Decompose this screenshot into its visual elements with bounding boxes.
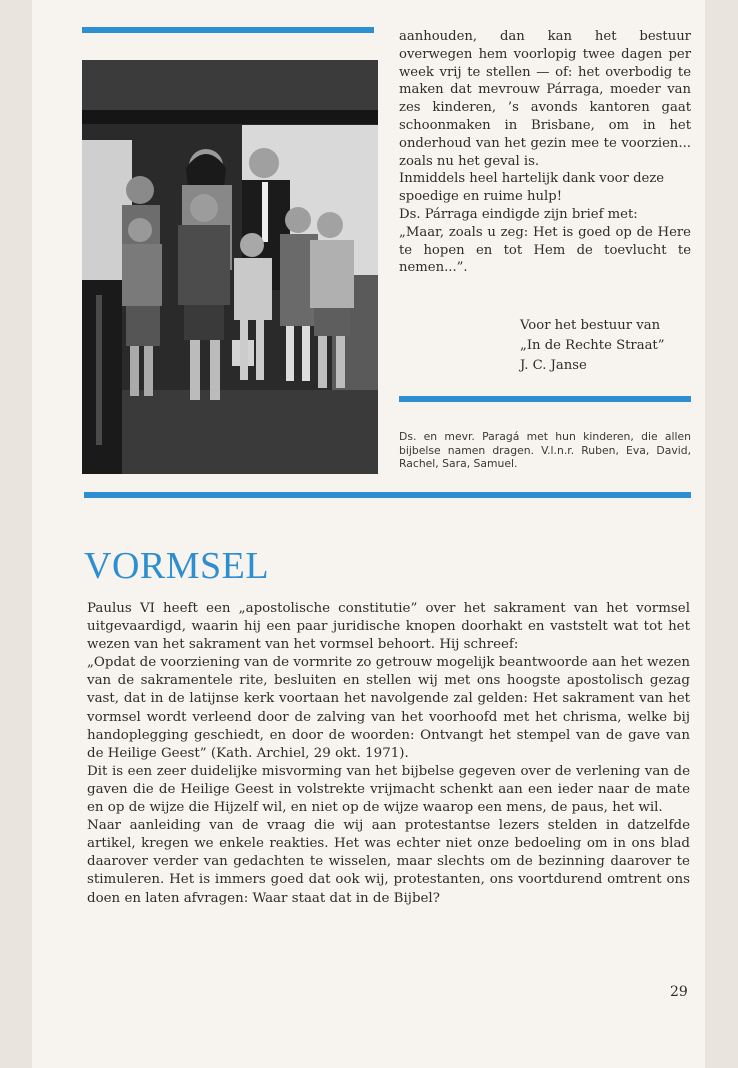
article-body — [87, 600, 690, 908]
family-photo — [82, 60, 378, 474]
article-paragraph: Naar aanleiding van de vraag die wij aan protestantse lezers stelden in datzelfde artikel, kregen we enkele reakties. Het was echter niet onze bedoeling om in ons blad daarover verder van gedachten te wisselen, maar slechts om de bezinning daarover te stimuleren. Het is immers goed dat ook wij, protestanten, ons voortdurend omtrent ons doen en laten afvragen: Waar staat dat in de Bijbel? — [87, 818, 690, 906]
section-rule — [84, 492, 691, 498]
letter-column — [399, 28, 691, 277]
top-left-rule — [82, 27, 374, 33]
photo-caption: Ds. en mevr. Paragá met hun kinderen, die allen bijbelse namen dragen. V.l.n.r. Ruben, Eva, David, Rachel, Sara, Samuel. — [399, 430, 691, 471]
caption-rule — [399, 396, 691, 402]
article-paragraph: „Opdat de voorziening van de vormrite zo getrouw mogelijk beantwoorde aan het wezen van de sakramentele rite, besluiten en stellen wij met ons hoogste apostolisch gezag vast, dat in de latijnse kerk voortaan het navolgende zal gelden: Het sakrament van het vormsel wordt verleend door de zalving van het voorhoofd met het chrisma, welke bij handoplegging geschiedt, en door de woorden: Ontvangt het stempel van de gave van de Heilige Geest” (Kath. Archiel, 29 okt. 1971). — [87, 655, 690, 761]
letter-paragraph: aanhouden, dan kan het bestuur overwegen hem voorlopig twee dagen per week vrij te stellen — of: het overbodig te maken dat mevrouw Párraga, moeder van zes kinderen, ’s avonds kantoren gaat schoonmaken in Brisbane, om in het onderhoud van het gezin mee te voorzien... zoals nu het geval is. — [399, 29, 691, 169]
letter-paragraph: Inmiddels heel hartelijk dank voor deze spoedige en ruime hulp! — [399, 171, 665, 205]
article-paragraph: Paulus VI heeft een „apostolische constitutie” over het sakrament van het vormsel uitgevaardigd, waarin hij een paar juridische knopen doorhakt en vaststelt wat tot het wezen van het sakrament van het vormsel behoort. Hij schreef: — [87, 601, 690, 653]
page-number: 29 — [670, 984, 688, 1000]
signature-line: Voor het bestuur van — [520, 318, 661, 333]
article-paragraph: Dit is een zeer duidelijke misvorming van het bijbelse gegeven over de verlening van de gaven die de Heilige Geest in volstrekte vrijmacht schenkt aan een ieder naar de mate en op de wijze die Hijzelf wil, en niet op de wijze waarop een mens, de paus, het wil. — [87, 763, 690, 816]
signature-line: J. C. Janse — [520, 358, 587, 373]
signature-line: „In de Rechte Straat” — [520, 338, 665, 353]
article-title: VORMSEL — [84, 545, 270, 587]
signature — [520, 316, 700, 376]
letter-paragraph: Ds. Párraga eindigde zijn brief met: — [399, 206, 638, 222]
letter-paragraph: „Maar, zoals u zeg: Het is goed op de Here te hopen en tot Hem de toevlucht te nemen...”. — [399, 224, 691, 276]
